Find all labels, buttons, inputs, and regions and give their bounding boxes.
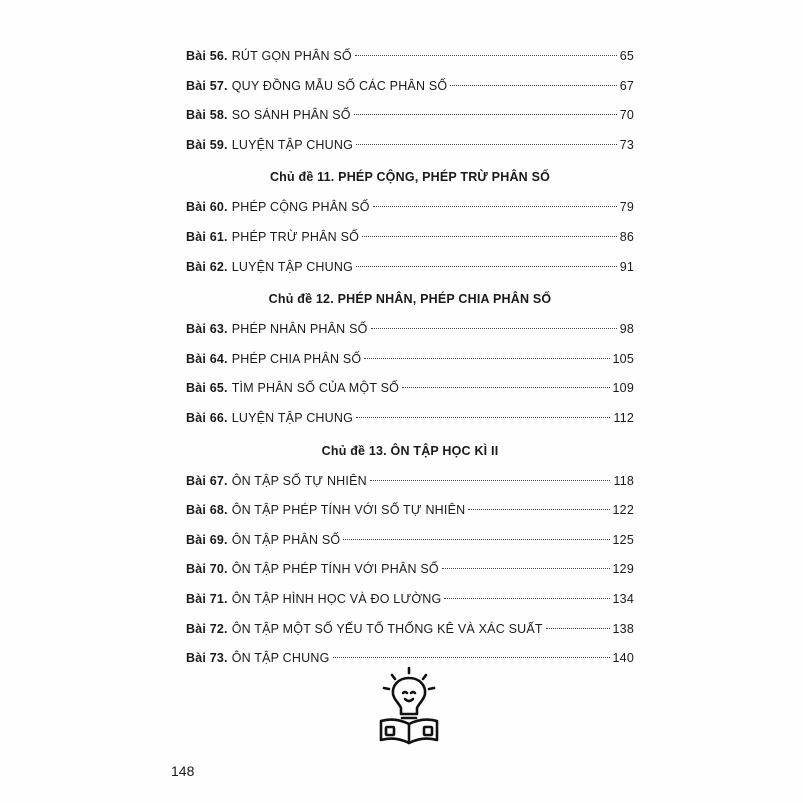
- leader-dots: [356, 266, 617, 267]
- lesson-title: ÔN TẬP PHÉP TÍNH VỚI PHÂN SỐ: [231, 562, 439, 577]
- lesson-title: PHÉP NHÂN PHÂN SỐ: [231, 322, 368, 337]
- page-ref: 129: [612, 562, 634, 577]
- page-number: 148: [171, 763, 195, 779]
- topic-prefix: Chủ đề 12.: [268, 292, 334, 307]
- toc-entry: [186, 555, 634, 585]
- lesson-number: Bài 58.: [186, 108, 228, 123]
- leader-dots: [355, 55, 617, 56]
- toc-entry: [186, 193, 634, 223]
- toc-entry: [186, 345, 634, 375]
- topic-prefix: Chủ đề 13.: [321, 443, 387, 458]
- topic-heading: [186, 435, 634, 467]
- toc-entry: [186, 131, 634, 161]
- leader-dots: [444, 598, 609, 599]
- page-ref: 79: [619, 200, 634, 215]
- toc-entry: [186, 374, 634, 404]
- toc-entry: [186, 253, 634, 283]
- lesson-title: LUYỆN TẬP CHUNG: [231, 259, 354, 274]
- leader-dots: [468, 509, 609, 510]
- lesson-number: Bài 62.: [186, 259, 228, 274]
- toc-entry: [186, 404, 634, 434]
- toc-entry: [186, 223, 634, 253]
- lesson-number: Bài 59.: [186, 137, 228, 152]
- toc-entry: [186, 467, 634, 497]
- page-ref: 138: [612, 621, 634, 636]
- toc-entry: [186, 615, 634, 645]
- lesson-number: Bài 61.: [186, 229, 228, 244]
- lightbulb-book-icon: [378, 666, 440, 746]
- page-ref: 91: [619, 259, 634, 274]
- leader-dots: [371, 328, 617, 329]
- lesson-title: TÌM PHÂN SỐ CỦA MỘT SỐ: [231, 381, 400, 396]
- page-ref: 112: [613, 410, 634, 425]
- lesson-number: Bài 56.: [186, 49, 228, 63]
- lesson-title: PHÉP TRỪ PHÂN SỐ: [231, 229, 360, 244]
- lesson-title: QUY ĐỒNG MẪU SỐ CÁC PHÂN SỐ: [231, 78, 448, 93]
- leader-dots: [333, 657, 610, 658]
- leader-dots: [402, 387, 609, 388]
- toc-entry: [186, 526, 634, 556]
- lesson-title: LUYỆN TẬP CHUNG: [231, 137, 354, 152]
- page-ref: 118: [613, 473, 634, 488]
- toc-entry: [186, 101, 634, 131]
- toc-entry: [186, 42, 634, 72]
- lesson-number: Bài 68.: [186, 503, 228, 518]
- lesson-number: Bài 71.: [186, 591, 228, 606]
- topic-heading: [186, 283, 634, 315]
- leader-dots: [356, 144, 617, 145]
- lesson-title: ÔN TẬP MỘT SỐ YẾU TỐ THỐNG KÊ VÀ XÁC SUẤT: [231, 621, 543, 636]
- topic-heading: [186, 161, 634, 193]
- leader-dots: [373, 206, 617, 207]
- lesson-title: ÔN TẬP PHÉP TÍNH VỚI SỐ TỰ NHIÊN: [231, 503, 466, 518]
- lesson-title: ÔN TẬP PHÂN SỐ: [231, 532, 341, 547]
- lesson-title: LUYỆN TẬP CHUNG: [231, 410, 354, 425]
- topic-prefix: Chủ đề 11.: [269, 170, 335, 185]
- lesson-title: SO SÁNH PHÂN SỐ: [231, 108, 351, 123]
- page-ref: 134: [612, 591, 634, 606]
- lesson-number: Bài 73.: [186, 651, 228, 666]
- toc-entry: [186, 315, 634, 345]
- page-ref: 67: [619, 78, 634, 93]
- lesson-number: Bài 65.: [186, 381, 228, 396]
- toc-entry: [186, 585, 634, 615]
- lesson-title: RÚT GỌN PHÂN SỐ: [231, 49, 352, 63]
- lesson-title: ÔN TẬP CHUNG: [231, 651, 330, 666]
- lesson-number: Bài 69.: [186, 532, 228, 547]
- leader-dots: [442, 568, 610, 569]
- leader-dots: [356, 417, 610, 418]
- page-ref: 140: [612, 651, 634, 666]
- leader-dots: [370, 480, 611, 481]
- leader-dots: [354, 114, 617, 115]
- page-ref: 98: [619, 322, 634, 337]
- topic-title: PHÉP NHÂN, PHÉP CHIA PHÂN SỐ: [337, 292, 552, 307]
- page-ref: 125: [612, 532, 634, 547]
- lesson-title: ÔN TẬP SỐ TỰ NHIÊN: [231, 473, 367, 488]
- topic-title: ÔN TẬP HỌC KÌ II: [390, 443, 499, 458]
- page-ref: 86: [619, 229, 634, 244]
- leader-dots: [546, 628, 610, 629]
- leader-dots: [362, 236, 617, 237]
- page-ref: 105: [612, 351, 634, 366]
- table-of-contents: [186, 42, 634, 674]
- leader-dots: [343, 539, 609, 540]
- topic-title: PHÉP CỘNG, PHÉP TRỪ PHÂN SỐ: [338, 170, 551, 185]
- lesson-number: Bài 57.: [186, 78, 228, 93]
- lesson-number: Bài 66.: [186, 410, 228, 425]
- page-ref: 65: [619, 49, 634, 63]
- lesson-number: Bài 64.: [186, 351, 228, 366]
- page-ref: 122: [612, 503, 634, 518]
- lesson-title: ÔN TẬP HÌNH HỌC VÀ ĐO LƯỜNG: [231, 591, 442, 606]
- lesson-number: Bài 70.: [186, 562, 228, 577]
- leader-dots: [364, 358, 609, 359]
- toc-entry: [186, 496, 634, 526]
- lesson-number: Bài 72.: [186, 621, 228, 636]
- lesson-number: Bài 63.: [186, 322, 228, 337]
- lesson-number: Bài 60.: [186, 200, 228, 215]
- lesson-title: PHÉP CHIA PHÂN SỐ: [231, 351, 362, 366]
- lesson-title: PHÉP CỘNG PHÂN SỐ: [231, 200, 370, 215]
- page-ref: 70: [619, 108, 634, 123]
- toc-entry: [186, 72, 634, 102]
- lesson-number: Bài 67.: [186, 473, 228, 488]
- page-ref: 73: [619, 137, 634, 152]
- leader-dots: [450, 85, 616, 86]
- page-ref: 109: [612, 381, 634, 396]
